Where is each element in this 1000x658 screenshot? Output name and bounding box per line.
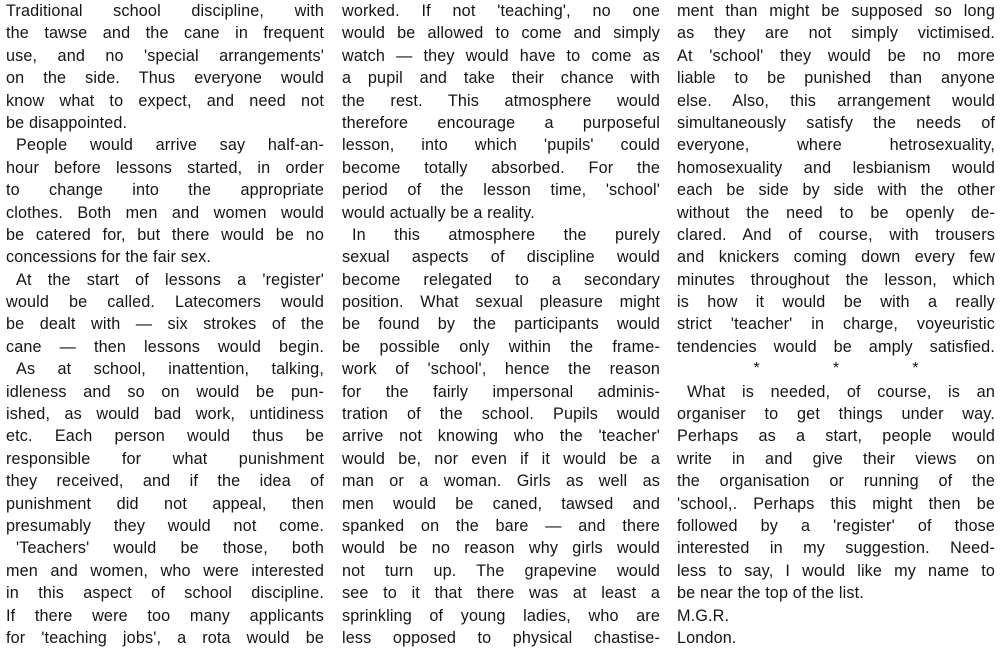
text-line: People would arrive say half-an- <box>16 136 324 155</box>
text-line: would actually be a reality. <box>342 203 535 222</box>
text-line: be near the top of the list. <box>677 584 864 603</box>
text-line: be possible only within the frame- <box>342 337 660 356</box>
section-divider-stars <box>677 358 995 380</box>
text-line: ished, as would bad work, untidiness <box>6 405 324 424</box>
text-line: lesson, into which 'pupils' could <box>342 136 660 155</box>
text-line: less to say, I would like my name to <box>677 561 995 580</box>
text-line: watch — they would have to come as <box>342 46 660 65</box>
text-line: In this atmosphere the purely <box>352 225 660 244</box>
text-line: punishment did not appeal, then <box>6 494 324 513</box>
text-line: become totally absorbed. For the <box>342 158 660 177</box>
text-line: presumably they would not come. <box>6 516 324 535</box>
text-column-1 <box>6 0 324 649</box>
text-line: homosexuality and lesbianism would <box>677 158 995 177</box>
text-line: simultaneously satisfy the needs of <box>677 113 995 132</box>
text-line: in this aspect of school discipline. <box>6 584 324 603</box>
text-line: for the fairly impersonal adminis- <box>342 382 660 401</box>
text-line: responsible for what punishment <box>6 449 324 468</box>
text-line: the rest. This atmosphere would <box>342 91 660 110</box>
text-line: hour before lessons started, in order <box>6 158 324 177</box>
text-line: If there were too many applicants <box>6 606 324 625</box>
text-line: liable to be punished than anyone <box>677 69 995 88</box>
text-line: tration of the school. Pupils would <box>342 405 660 424</box>
text-line: ment than might be supposed so long <box>677 2 995 20</box>
text-line: on the side. Thus everyone would <box>6 69 324 88</box>
text-line: less opposed to physical chastise- <box>342 628 660 647</box>
text-line: men and women, who were interested <box>6 561 324 580</box>
text-line: position. What sexual pleasure might <box>342 293 660 312</box>
text-line: men would be caned, tawsed and <box>342 494 660 513</box>
divider-star: * <box>832 360 840 378</box>
text-line: see to it that there was at least a <box>342 584 660 603</box>
text-line: everyone, where hetrosexuality, <box>677 136 995 155</box>
text-line: clared. And of course, with trousers <box>677 225 995 244</box>
divider-star: * <box>753 360 760 378</box>
text-line: not turn up. The grapevine would <box>342 561 660 580</box>
text-line: concessions for the fair sex. <box>6 248 211 267</box>
text-line: 'school,. Perhaps this might then be <box>677 494 995 513</box>
text-line: for 'teaching jobs', a rota would be <box>6 628 324 647</box>
text-line: become relegated to a secondary <box>342 270 660 289</box>
text-line: spanked on the bare — and there <box>342 516 660 535</box>
text-line: London. <box>677 628 737 647</box>
text-column-2 <box>342 0 660 649</box>
text-line: sprinkling of young ladies, who are <box>342 606 660 625</box>
text-line: would be allowed to come and simply <box>342 24 660 43</box>
divider-star: * <box>912 360 919 378</box>
text-line: 'Teachers' would be those, both <box>16 539 324 558</box>
text-line: tendencies would be amply satisfied. <box>677 337 995 356</box>
text-line: arrive not knowing who the 'teacher' <box>342 427 660 446</box>
text-line: would be, nor even if it would be a <box>342 449 660 468</box>
text-line: know what to expect, and need not <box>6 91 324 110</box>
text-line: What is needed, of course, is an <box>687 382 995 401</box>
text-line: be found by the participants would <box>342 315 660 334</box>
text-line: work of 'school', hence the reason <box>342 360 660 379</box>
text-line: clothes. Both men and women would <box>6 203 324 222</box>
text-line: Traditional school discipline, with <box>6 2 324 20</box>
text-line: strict 'teacher' in charge, voyeuristic <box>677 315 995 334</box>
text-line: etc. Each person would thus be <box>6 427 324 446</box>
text-line: therefore encourage a purposeful <box>342 113 660 132</box>
text-line: sexual aspects of discipline would <box>342 248 660 267</box>
text-line: would be no reason why girls would <box>342 539 660 558</box>
text-line: and knickers coming down every few <box>677 248 995 267</box>
text-line: the tawse and the cane in frequent <box>6 24 324 43</box>
text-line: Perhaps as a start, people would <box>677 427 995 446</box>
text-line: write in and give their views on <box>677 449 995 468</box>
text-line: M.G.R. <box>677 606 730 625</box>
text-line: At the start of lessons a 'register' <box>16 270 324 289</box>
text-line: would be called. Latecomers would <box>6 293 324 312</box>
text-line: be catered for, but there would be no <box>6 225 324 244</box>
text-line: worked. If not 'teaching', no one <box>342 2 660 20</box>
text-line: cane — then lessons would begin. <box>6 337 324 356</box>
text-line: as they are not simply victimised. <box>677 24 995 43</box>
text-line: each be side by side with the other <box>677 181 995 200</box>
text-line: use, and no 'special arrangements' <box>6 46 324 65</box>
text-line: At 'school' they would be no more <box>677 46 995 65</box>
text-line: without the need to be openly de- <box>677 203 995 222</box>
text-line: the organisation or running of the <box>677 472 995 491</box>
text-line: followed by a 'register' of those <box>677 516 995 535</box>
text-line: minutes throughout the lesson, which <box>677 270 995 289</box>
text-line: period of the lesson time, 'school' <box>342 181 660 200</box>
text-line: interested in my suggestion. Need- <box>677 539 995 558</box>
text-line: they received, and if the idea of <box>6 472 324 491</box>
text-column-3 <box>677 0 995 649</box>
text-line: else. Also, this arrangement would <box>677 91 995 110</box>
text-line: a pupil and take their chance with <box>342 69 660 88</box>
text-line: is how it would be with a really <box>677 293 995 312</box>
text-line: be disappointed. <box>6 113 128 132</box>
text-line: idleness and so on would be pun- <box>6 382 324 401</box>
text-line: to change into the appropriate <box>6 181 324 200</box>
text-line: be dealt with — six strokes of the <box>6 315 324 334</box>
text-line: man or a woman. Girls as well as <box>342 472 660 491</box>
text-line: organiser to get things under way. <box>677 405 995 424</box>
text-line: As at school, inattention, talking, <box>16 360 324 379</box>
